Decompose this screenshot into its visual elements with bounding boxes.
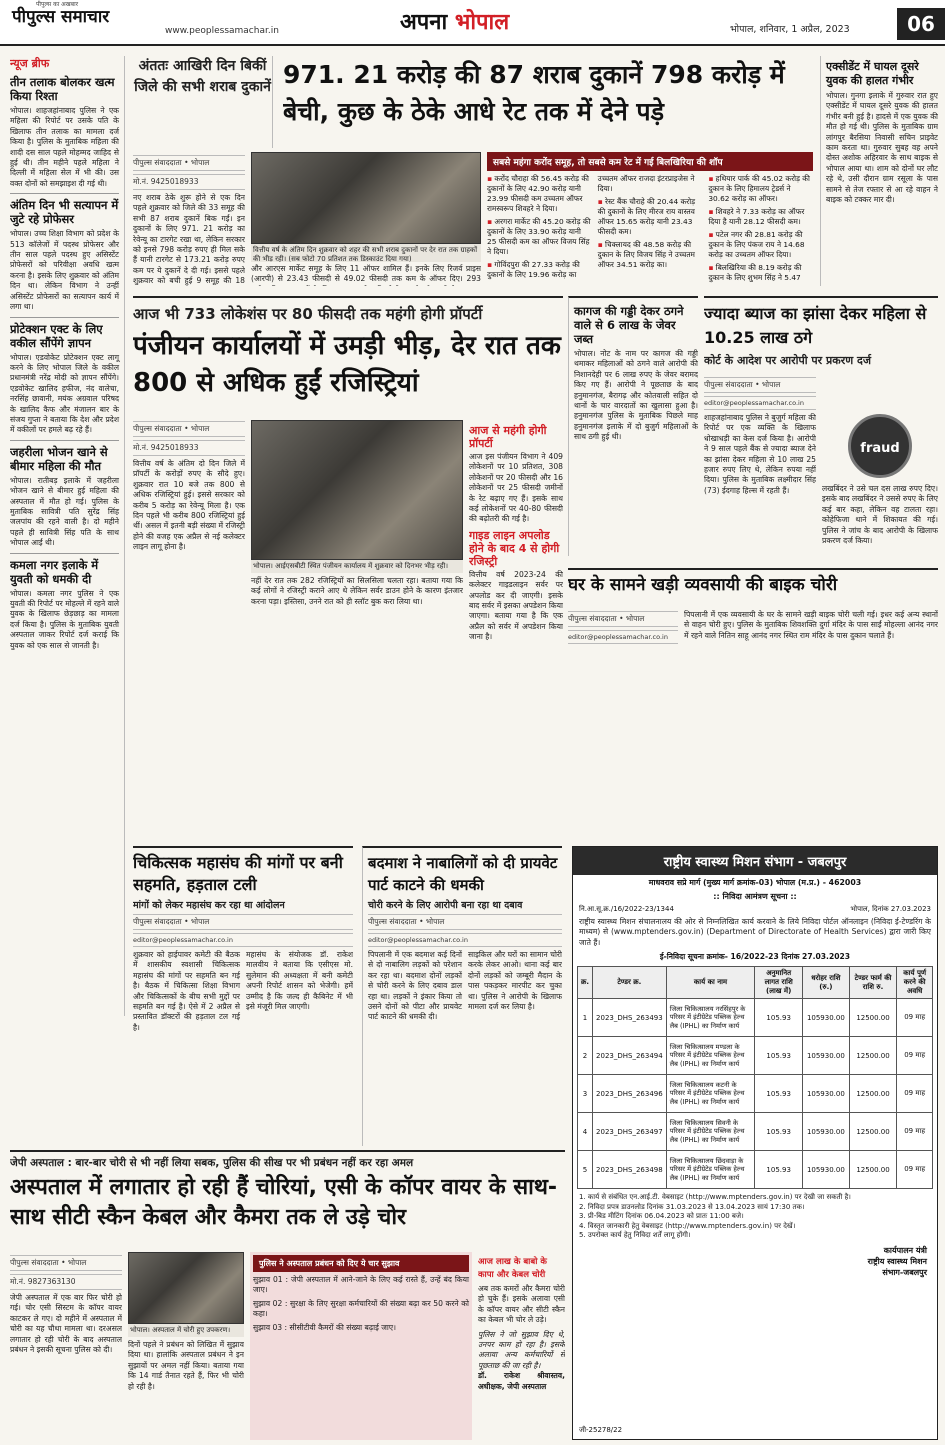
table-cell: 12500.00 [849,1075,897,1113]
hospital-headline: अस्पताल में लगातार हो रही हैं चोरियां, एसी के कॉपर वायर के साथ-साथ सीटी स्कैन केबल और कैमरा तक ले उड़े चोर [10,1175,558,1230]
table-cell: 1 [578,999,593,1037]
table-header: क्र. [578,967,593,999]
table-header: कार्य पूर्ण करने की अवधि [897,967,933,999]
suggestion-item: सुझाव 03 : सीसीटीवी कैमरों की संख्या बढ़ाई जाए। [253,1322,396,1332]
news-brief-label: न्यूज ब्रीफ [10,57,50,70]
liquor-list-item: ▪ अरगरा मार्केट की 45.20 करोड़ की दुकानों के लिए 33.90 करोड़ यानी 25 फीसदी कम का ऑफर विजय सिंह ने दिया। [487,217,592,257]
table-cell: 105.93 [755,999,803,1037]
brief-title: अंतिम दिन भी सत्यापन में जुटे रहे प्रोफेसर [10,198,119,227]
table-cell: 09 माह [897,1075,933,1113]
tender-notes [573,1189,937,1245]
table-row [578,1037,933,1075]
tender-table [577,966,933,1189]
minors-headline: बदमाश ने नाबालिगों को दी प्रायवेट पार्ट काटने की धमकी [368,854,558,894]
liquor-story [133,56,813,286]
brief-title: तीन तलाक बोलकर खत्म किया रिश्ता [10,75,115,103]
photo-caption: भोपाल। अस्पताल में चोरी हुए उपकरण। [128,1324,244,1337]
doctors-kicker: मांगों को लेकर महासंघ कर रहा था आंदोलन [133,900,285,911]
accident-body: भोपाल। गुनगा इलाके में गुरुवार रात हुए एक्सीडेंट में घायल दूसरे युवक की हालत गंभीर बनी हुई है। हादसे में एक युवक की मौत हो गई थी। पुलिस के मुताबिक ग्राम लांगपुर बैरसिया निवासी सचिन प्राइवेट काम करता था। गुरुवार सुबह वह अपने दोस्त अशोक अहिरवार के साथ बाइक से भोपाल आया था। शाम को दोनों घर लौट रहे थे, उसी दौरान ग्राम रसूला के पास सामने से तेज रफ्तार से आ रहे वाहन ने बाइक को टक्कर मार दी। [826,91,938,205]
liquor-headline: 971. 21 करोड़ की 87 शराब दुकानें 798 करोड़ में बेची, कुछ के ठेके आधे रेट तक में देने पड़े [283,60,785,126]
table-cell: 105930.00 [802,1113,849,1151]
brief-text: भोपाल। कमला नगर पुलिस ने एक युवती की रिपोर्ट पर मोहल्ले में रहने वाले युवक के खिलाफ छेड़छाड़ का मामला दर्ज किया है। पुलिस के मुताबिक युवती अस्पताल जाकर रिपोर्ट दर्ज कराई कि युवक को एक साल से जानती है। [10,588,119,650]
signatory: कार्यपालन यंत्री [883,1245,927,1255]
liquor-list-item: ▪ चिक्लायद की 48.58 करोड़ की दुकान के लिए विजय सिंह ने उच्चतम ऑफर 34.51 करोड़ का। [598,240,703,270]
liquor-list-item: ▪ शिवहरे ने 7.33 करोड़ का ऑफर दिया है यानी 28.12 फीसदी कम। [708,207,813,227]
minors-story [362,846,562,1146]
hospital-body: जेपी अस्पताल में एक बार फिर चोरी हो गई। चोर एसी सिस्टम के कॉपर वायर काटकर ले गए। दो महीने में अस्पताल में चोरी का यह चौथा मामला था। दरअसल लगातार हो रही चोरी के बाद अस्पताल प्रबंधन ने इसकी सूचना पुलिस को दी। [10,1293,122,1355]
table-cell: 2023_DHS_263496 [593,1075,667,1113]
liquor-body: और आरएस मार्केट समूह के लिए 11 ऑफर शामिल हैं। इनके लिए रिजर्व प्राइस (आरपी) से 23.43 फीसदी से 49.02 फीसदी तक कम के ऑफर दिए। 293 [251,264,481,284]
fraud-stamp-icon: fraud [848,414,912,478]
photo-caption: वित्तीय वर्ष के अंतिम दिन शुक्रवार को शहर की सभी शराब दुकानों पर देर रात तक ग्राहकों की भीड़ रही। (सब फोटो 70 प्रतिशत तक डिस्काउंट दिया गया) [251,244,481,262]
liquor-list-item: ▪ रेस्ट बैंक चौराहे की 20.44 करोड़ की दुकानों के लिए मीरज राय वास्तव ऑफर 15.65 करोड़ यानी 23.43 फीसदी कम। [598,197,703,237]
tender-title: राष्ट्रीय स्वास्थ्य मिशन संभाग - जबलपुर [573,847,937,875]
table-cell: 105930.00 [802,999,849,1037]
byline: पीपुल्स संवाददाता • भोपाल [704,377,816,393]
tender-note: 3. प्री-बिड मीटिंग दिनांक 06.04.2023 को प्रातः 11:00 बजे। [579,1212,744,1221]
brief-title: जहरीला भोजन खाने से बीमार महिला की मौत [10,444,108,473]
gold-headline: कागज की गड्डी देकर ठगने वाले से 6 लाख के जेवर जब्त [574,304,684,346]
brief-text: भोपाल। एडवोकेट प्रोटेक्शन एक्ट लागू करने के लिए भोपाल जिले के वकील प्रधानमंत्री नरेंद्र मोदी को ज्ञापन सौंपेंगे। एडवोकेट खालिद हफीज, नंद वालेचा, नरसिंह छावानी, मयंक अग्रवाल परिषद के खालिद कैफ और मंजालन बार के संजय गुप्ता ने बताया कि देश और प्रदेश में वकीलों पर हमले बढ़ रहे हैं। [10,352,119,435]
table-cell: 105.93 [755,1113,803,1151]
side-text: आज इस पंजीयन विभाग ने 409 लोकेशनों पर 10 प्रतिशत, 308 लोकेशनों पर 20 फीसदी और 16 लोकेशनों पर 25 फीसदी जमीनों के रेट बढ़ाए गए हैं। इसके साथ कई लोकेशनों पर 40-80 फीसदी की बढ़ोतरी की गई है। [469,452,563,524]
registry-headline: पंजीयन कार्यालयों में उमड़ी भीड़, देर रात तक 800 से अधिक हुईं रजिस्ट्रियां [133,331,561,398]
bike-body: पिपलानी में एक व्यवसायी के घर के सामने खड़ी बाइक चोरी चली गई। इधर कई अन्य स्थानों से वाहन चोरी हुए। पुलिस के मुताबिक शिवशक्ति दुर्गा मंदिर के पास साईं मोहल्ला आनंद नगर में रहने वाले नितिन साहू आनंद नगर स्थित राम मंदिर के पास दुकान चलाते हैं। [684,610,938,640]
hospital-story [10,1150,565,1440]
table-cell: 12500.00 [849,1151,897,1189]
table-cell: 4 [578,1113,593,1151]
liquor-list-item: ▪ करोंद चौराहा की 56.45 करोड़ की दुकानों के लिए 42.90 करोड़ यानी 23.99 फीसदी कम उच्चतम ऑफर रामस्वरूप शिवहरे ने दिया। [487,174,592,214]
minors-kicker: चोरी करने के लिए आरोपी बना रहा था दबाव [368,900,523,911]
side-text: अब तक कमरों और कैमरा चोरी हो चुके हैं। इसके अलावा एसी के कॉपर वायर और सीटी स्कैन का केबल भी चोर ले उड़े। [478,1284,565,1325]
table-cell: 105930.00 [802,1075,849,1113]
brief-text: भोपाल। शाहजहांनाबाद पुलिस ने एक महिला की रिपोर्ट पर उसके पति के खिलाफ तीन तलाक का मामला दर्ज किया है। पुलिस के मुताबिक महिला की शादी दस साल पहले मोहम्मद जाहिद से हुई थी। तीन महीने पहले महिला ने दिल्ली में महिला सेल में भी की। उस वक्त दोनों को समझाइश दी गई थी। [10,106,119,188]
table-cell: 105.93 [755,1075,803,1113]
liquor-list-item: ▪ बिलखिरिया की 8.19 करोड़ की दुकान के लिए शुभम सिंह ने 5.47 [708,174,813,286]
side-heading: गाइड लाइन अपलोड होने के बाद 4 से होगी रजिस्ट्री [469,528,560,568]
table-cell: 2023_DHS_263497 [593,1113,667,1151]
table-cell: 2023_DHS_263498 [593,1151,667,1189]
table-cell: 3 [578,1075,593,1113]
table-cell: 2 [578,1037,593,1075]
table-header: अनुमानित लागत राशि (लाख में) [755,967,803,999]
registry-body: वित्तीय वर्ष के अंतिम दो दिन जिले में प्रॉपर्टी के करोड़ों रुपए के सौदे हुए। शुक्रवार रात 10 बजे तक 800 से अधिक रजिस्ट्रियां हुई। इससे सरकार को करीब 5 करोड़ का रेवेन्यू मिला है। एक दिन पहले भी करीब 800 रजिस्ट्रियां हुई थीं। असल में इतनी बड़ी संख्या में रजिस्ट्री होने की वजह एक अप्रैल से नई कलेक्टर लाइन लागू होना है। [133,459,245,552]
suggestions-title: पुलिस ने अस्पताल प्रबंधन को दिए ये चार सुझाव [253,1255,469,1272]
doctors-body: महासंघ के संयोजक डॉ. राकेश मालवीय ने बताया कि एसीएस मो. सुलेमान की अध्यक्षता में बनी कमेटी अपनी रिपोर्ट शासन को भेजेगी। हमें उम्मीद है कि जल्द ही कैबिनेट में भी इसे मंजूरी मिल जाएगी। [246,950,353,1012]
liquor-list-item: ▪ हथियार पार्क की 45.02 करोड़ की दुकान के लिए हिमालय ट्रेडर्स ने 30.62 करोड़ का ऑफर। [708,174,813,204]
table-cell: जिला चिकित्सालय नरसिंहपुर के परिसर में इंटीग्रेटेड पब्लिक हेल्थ लैब (IPHL) का निर्माण कार्य [666,999,755,1037]
hospital-theft-photo [128,1252,244,1324]
table-cell: 5 [578,1151,593,1189]
interest-body: लखबिंदर ने उसे चल दस लाख रुपए दिए। इसके बाद लखबिंदर ने उससे रुपए के लिए कई बार कहा, लेकिन वह टालता रहा। कोहेफिजा थाने में शिकायत की गई। पुलिस ने जांच के बाद आरोपी के खिलाफ प्रकरण दर्ज किया। [822,484,938,546]
logo-tagline: पीपुल्स का अखबार [36,1,79,8]
minors-body: साइकिल और घरों का सामान चोरी करके लेकर आओ। थाना कई बार दोनों लड़कों को जम्बूरी मैदान के पास पकड़कर मारपीट कर चुका था। पुलिस ने आरोपी के खिलाफ मामला दर्ज कर लिया है। [468,950,562,1012]
photo-caption: भोपाल। आईएसबीटी स्थित पंजीयन कार्यालय में शुक्रवार को दिनभर भीड़ रही। [251,560,463,573]
liquor-body: नए शराब ठेके शुरू होने से एक दिन पहले शुक्रवार को जिले की 33 समूह की सभी 87 शराब दुकानें बिक गईं। इन दुकानों के लिए 971. 21 करोड़ का रेवेन्यू का टारगेट रखा था, लेकिन सरकार को इनसे 798 करोड़ रुपए ही मिल सके हैं यानी टारगेट से 173.21 करोड़ रुपए कम पर ये दुकानें दे दी गई। इससे पहले शुक्रवार को बची हुई 9 समूह की 18 [133,193,245,286]
side-text: वित्तीय वर्ष 2023-24 की कलेक्टर गाइडलाइन सर्वर पर अपलोड कर दी जाएगी। इसके बाद सर्वर में इसका अपडेशन किया जाएगा। बताया गया है कि एक अप्रैल को सर्वर में अपडेशन किया जाना है। [469,569,563,642]
dateline: भोपाल, शनिवार, 1 अप्रैल, 2023 [730,24,850,35]
bike-headline: घर के सामने खड़ी व्यवसायी की बाइक चोरी [568,568,938,596]
byline: पीपुल्स संवाददाता • भोपाल [10,1255,122,1271]
email-address[interactable]: editor@peoplessamachar.co.in [368,933,562,947]
table-row [578,1075,933,1113]
side-heading: आज से महंगी होगी प्रॉपर्टी [469,424,547,450]
interest-body: शाहजहांनाबाद पुलिस ने बुजुर्ग महिला की रिपोर्ट पर एक व्यक्ति के खिलाफ धोखाधड़ी का केस दर्ज किया है। आरोपी ने 9 साल पहले बैंक से ज्यादा ब्याज देने का झांसा देकर महिला से 10 लाख 25 हजार रुपए लिए थे, लेकिन रुपया नहीं दिया। पुलिस के मुताबिक लक्ष्मीदार सिंह (73) ईदगाह हिल्स में रहती हैं। [704,413,816,495]
registry-office-photo [251,420,463,560]
table-cell: 09 माह [897,1037,933,1075]
section-title: अपना भोपाल [400,10,510,35]
signatory: राष्ट्रीय स्वास्थ्य मिशन [867,1256,927,1266]
liquor-list-item: ▪ पटेल नगर की 28.81 करोड़ की दुकान के लिए पंकज राय ने 14.68 करोड़ का उच्चतम ऑफर दिया। [708,230,813,260]
brief-title: कमला नगर इलाके में युवती को धमकी दी [10,557,99,586]
news-brief-column [10,56,125,1016]
table-header: टेण्डर क्र. [593,967,667,999]
page-number: 06 [897,8,945,40]
tender-address: माधवराव सप्रे मार्ग (मुख्य मार्ग क्रमांक-03) भोपाल (म.प्र.) - 462003 [648,878,862,887]
brief-text: भोपाल। उच्च शिक्षा विभाग को प्रदेश के 513 कॉलेजों में पदस्थ प्रोफेसर और तीन साल पहले पदस्थ हुए असिस्टेंट प्रोफेसरों को परिवीक्षा अवधि खत्म करना है। इसके लिए शुक्रवार को अंतिम दिन था। लेकिन विभाग ने उन्हीं असिस्टेंट प्रोफेसरों का सत्यापन कार्य में लगा था। [10,229,119,312]
table-cell: जिला चिकित्सालय मण्डला के परिसर में इंटीग्रेटेड पब्लिक हेल्थ लैब (IPHL) का निर्माण कार्य [666,1037,755,1075]
table-cell: 2023_DHS_263494 [593,1037,667,1075]
tender-reference: नि.आ.सू.क्र./16/2022-23/1344 [579,905,674,913]
email-address[interactable]: editor@peoplessamachar.co.in [133,933,353,947]
brief-text: भोपाल। रातीबड़ इलाके में जहरीला भोजन खाने से बीमार हुई महिला की अस्पताल में मौत हो गई। पुलिस के मुताबिक सावित्री पति सुरेंद्र सिंह जलपांय की रहने वाली है। दो महीने पहले ही सावित्री सिंह पति के साथ भोपाल आईं थी। [10,475,119,548]
gold-story [568,296,698,556]
table-row [578,999,933,1037]
superintendent-quote: पुलिस ने जो सुझाव दिए थे, उनपर काम हो रहा है। इसके अलावा अन्य कर्मचारियों से पूछताछ की जा रही है। [478,1329,565,1370]
liquor-list-item: ▪ गोविंदपुरा की 27.33 करोड़ की दुकानों के लिए 19.96 करोड़ का उच्चतम ऑफर राजदा इंटरप्राइजेस ने दिया। [487,174,702,286]
quote-attribution: डॉ. राकेश श्रीवास्तव, अधीक्षक, जेपी अस्पताल [478,1371,565,1391]
table-row [578,1113,933,1151]
table-cell: 09 माह [897,999,933,1037]
table-cell: 2023_DHS_263493 [593,999,667,1037]
tender-footer-code: जी-25278/22 [579,1426,623,1434]
masthead [0,0,945,46]
table-header: टेण्डर फार्म की राशि रु. [849,967,897,999]
tender-notice [572,846,938,1440]
minors-body: पिपलानी में एक बदमाश कई दिनों से दो नाबालिग लड़कों को परेशान कर रहा था। बदमाश दोनों लड़कों से चोरी करने के लिए दबाव डाल रहा था। लड़कों ने इंकार किया तो उसने दोनों को पीटा और प्रायवेट पार्ट काटने की धमकी दी। [368,950,462,1022]
tender-date: भोपाल, दिनांक 27.03.2023 [850,905,931,913]
table-cell: 105930.00 [802,1151,849,1189]
website-url[interactable]: www.peoplessamachar.in [165,26,279,36]
table-header: कार्य का नाम [666,967,755,999]
table-cell: 09 माह [897,1151,933,1189]
doctors-headline: चिकित्सक महासंघ की मांगों पर बनी सहमति, हड़ताल टली [133,853,343,894]
byline: पीपुल्स संवाददाता • भोपाल [133,155,245,171]
brief-title: प्रोटेक्शन एक्ट के लिए वकील सौंपेंगे ज्ञापन [10,321,103,350]
registry-body: नहीं देर रात तक 282 रजिस्ट्रियों का सिलसिला चलता रहा। बताया गया कि कई लोगों ने रजिस्ट्री कराने आए थे लेकिन सर्वर डाउन होने के कारण इंतजार करना पड़ा। इस्तिसा, उनने रात को ही स्लॉट बुक करा लिया था। [251,576,463,606]
table-cell: 12500.00 [849,999,897,1037]
table-cell: 12500.00 [849,1113,897,1151]
table-cell: जिला चिकित्सालय सिवनी के परिसर में इंटीग्रेटेड पब्लिक हेल्थ लैब (IPHL) का निर्माण कार्य [666,1113,755,1151]
table-cell: 105.93 [755,1037,803,1075]
tender-note: 1. कार्य से संबंधित एन.आई.टी. वेबसाइट (http://www.mptenders.gov.in) पर देखी जा सकती है। [579,1193,851,1202]
suggestion-item: सुझाव 01 : जेपी अस्पताल में आने-जाने के लिए कई रास्ते हैं, उन्हें बंद किया जाए। [253,1275,469,1295]
byline: पीपुल्स संवाददाता • भोपाल [568,611,678,627]
signatory: संभाग-जबलपुर [882,1267,927,1277]
gold-body: भोपाल। नोट के नाम पर कागज की गड्डी थमाकर महिलाओं को ठगने वाले आरोपी की निशानदेही पर 6 लाख रुपए के जेवर बरामद किए गए हैं। आरोपी ने पूछताछ के बाद हनुमानगंज, बैरागढ़ और कोतवाली सहित दो थानों के चार वारदातों का खुलासा हुआ है। हनुमानगंज पुलिस के मुताबिक पिछले माह हनुमानगंज इलाके में दो बुजुर्ग महिलाओं के साथ ठगी हुई थी। [574,349,698,442]
liquor-kicker: अंततः आखिरी दिन बिकीं जिले की सभी शराब दुकानें [134,58,271,95]
byline: पीपुल्स संवाददाता • भोपाल [133,914,353,930]
etender-reference: ई-निविदा सूचना क्रमांक- 16/2022-23 दिनांक 27.03.2023 [659,952,851,962]
table-cell: 12500.00 [849,1037,897,1075]
accident-headline: एक्सीडेंट में घायल दूसरे युवक की हालत गंभीर [826,60,919,87]
hospital-body: दिनों पहले ने प्रबंधन को लिखित में सुझाव दिया था। हालांकि अस्पताल प्रबंधन ने इन सुझावों पर अमल नहीं किया। बताया गया कि 14 गार्ड तैनात रहते हैं, फिर भी चोरी हो रही है। [128,1340,244,1391]
email-address[interactable]: editor@peoplessamachar.co.in [704,396,816,410]
table-cell: 09 माह [897,1113,933,1151]
tender-intro: राष्ट्रीय स्वास्थ्य मिशन संचालनालय की ओर से निम्नलिखित कार्य करवाने के लिये निविदा पोर्टल ऑनलाइन (निविदा ई-टेण्डरिंग के माध्यम) से (www.mptenders.gov.in) (Department of Directorate of Health Services) द्वारा जारी किए जाते हैं। [579,917,931,947]
mobile-number: मो.नं. 9827363130 [10,1274,122,1290]
suggestion-item: सुझाव 02 : सुरक्षा के लिए सुरक्षा कर्मचारियों की संख्या बढ़ा कर 50 करने को कहा। [253,1298,469,1319]
side-heading: आज लाख के बाबो के कापा और केबल चोरी [478,1257,547,1280]
tender-subtitle: :: निविदा आमंत्रण सूचना :: [713,892,797,901]
registry-kicker: आज भी 733 लोकेशंस पर 80 फीसदी तक महंगी होगी प्रॉपर्टी [133,305,483,323]
tender-note: 5. उपरोक्त कार्य हेतु निविदा शर्तें लागू होंगी। [579,1231,691,1240]
table-cell: 105.93 [755,1151,803,1189]
newspaper-logo: पीपुल्स समाचार [12,7,110,27]
hospital-kicker: जेपी अस्पताल : बार-बार चोरी से भी नहीं लिया सबक, पुलिस की सीख पर भी प्रबंधन नहीं कर रहा अमल [10,1157,414,1169]
interest-headline: ज्यादा ब्याज का झांसा देकर महिला से 10.25 लाख ठगे [704,304,927,347]
tender-note: 2. निविदा प्रपत्र डाउनलोड दिनांक 31.03.2023 से 13.04.2023 सायं 17:30 तक। [579,1202,805,1211]
table-cell: 105930.00 [802,1037,849,1075]
interest-kicker: कोर्ट के आदेश पर आरोपी पर प्रकरण दर्ज [704,354,872,367]
byline: पीपुल्स संवाददाता • भोपाल [133,421,245,437]
table-header: धरोहर राशि (रु.) [802,967,849,999]
registry-story [133,296,563,836]
byline: पीपुल्स संवाददाता • भोपाल [368,914,562,930]
email-address[interactable]: editor@peoplessamachar.co.in [568,630,678,644]
liquor-shop-photo [251,152,481,244]
liquor-list [487,174,813,286]
bike-story [568,568,938,836]
table-row [578,1151,933,1189]
mobile-number: मो.नं. 9425018933 [133,174,245,190]
table-cell: जिला चिकित्सालय छिंदवाड़ा के परिसर में इंटीग्रेटेड पब्लिक हेल्थ लैब (IPHL) का निर्माण कार्य [666,1151,755,1189]
accident-story [820,56,938,286]
doctors-story [133,846,353,1146]
table-cell: जिला चिकित्सालय कटनी के परिसर में इंटीग्रेटेड पब्लिक हेल्थ लैब (IPHL) का निर्माण कार्य [666,1075,755,1113]
liquor-list-title: सबसे महंगा करोंद समूह, तो सबसे कम रेट में गई बिलखिरिया की शॉप [487,152,813,171]
tender-note: 4. विस्तृत जानकारी हेतु वेबसाइट (http://www.mptenders.gov.in) पर देखें। [579,1221,796,1230]
mobile-number: मो.नं. 9425018933 [133,440,245,456]
doctors-body: शुक्रवार को हाईपावर कमेटी की बैठक में शासकीय स्वशासी चिकित्सक महासंघ की मांगों पर सहमति बन गई है। बैठक में चिकित्सा शिक्षा विभाग और चिकित्सकों के बीच सभी मुद्दों पर सहमति बन गई है। ऐसे में 2 अप्रैल से प्रस्तावित डॉक्टरों की हड़ताल टल गई है। [133,950,240,1032]
